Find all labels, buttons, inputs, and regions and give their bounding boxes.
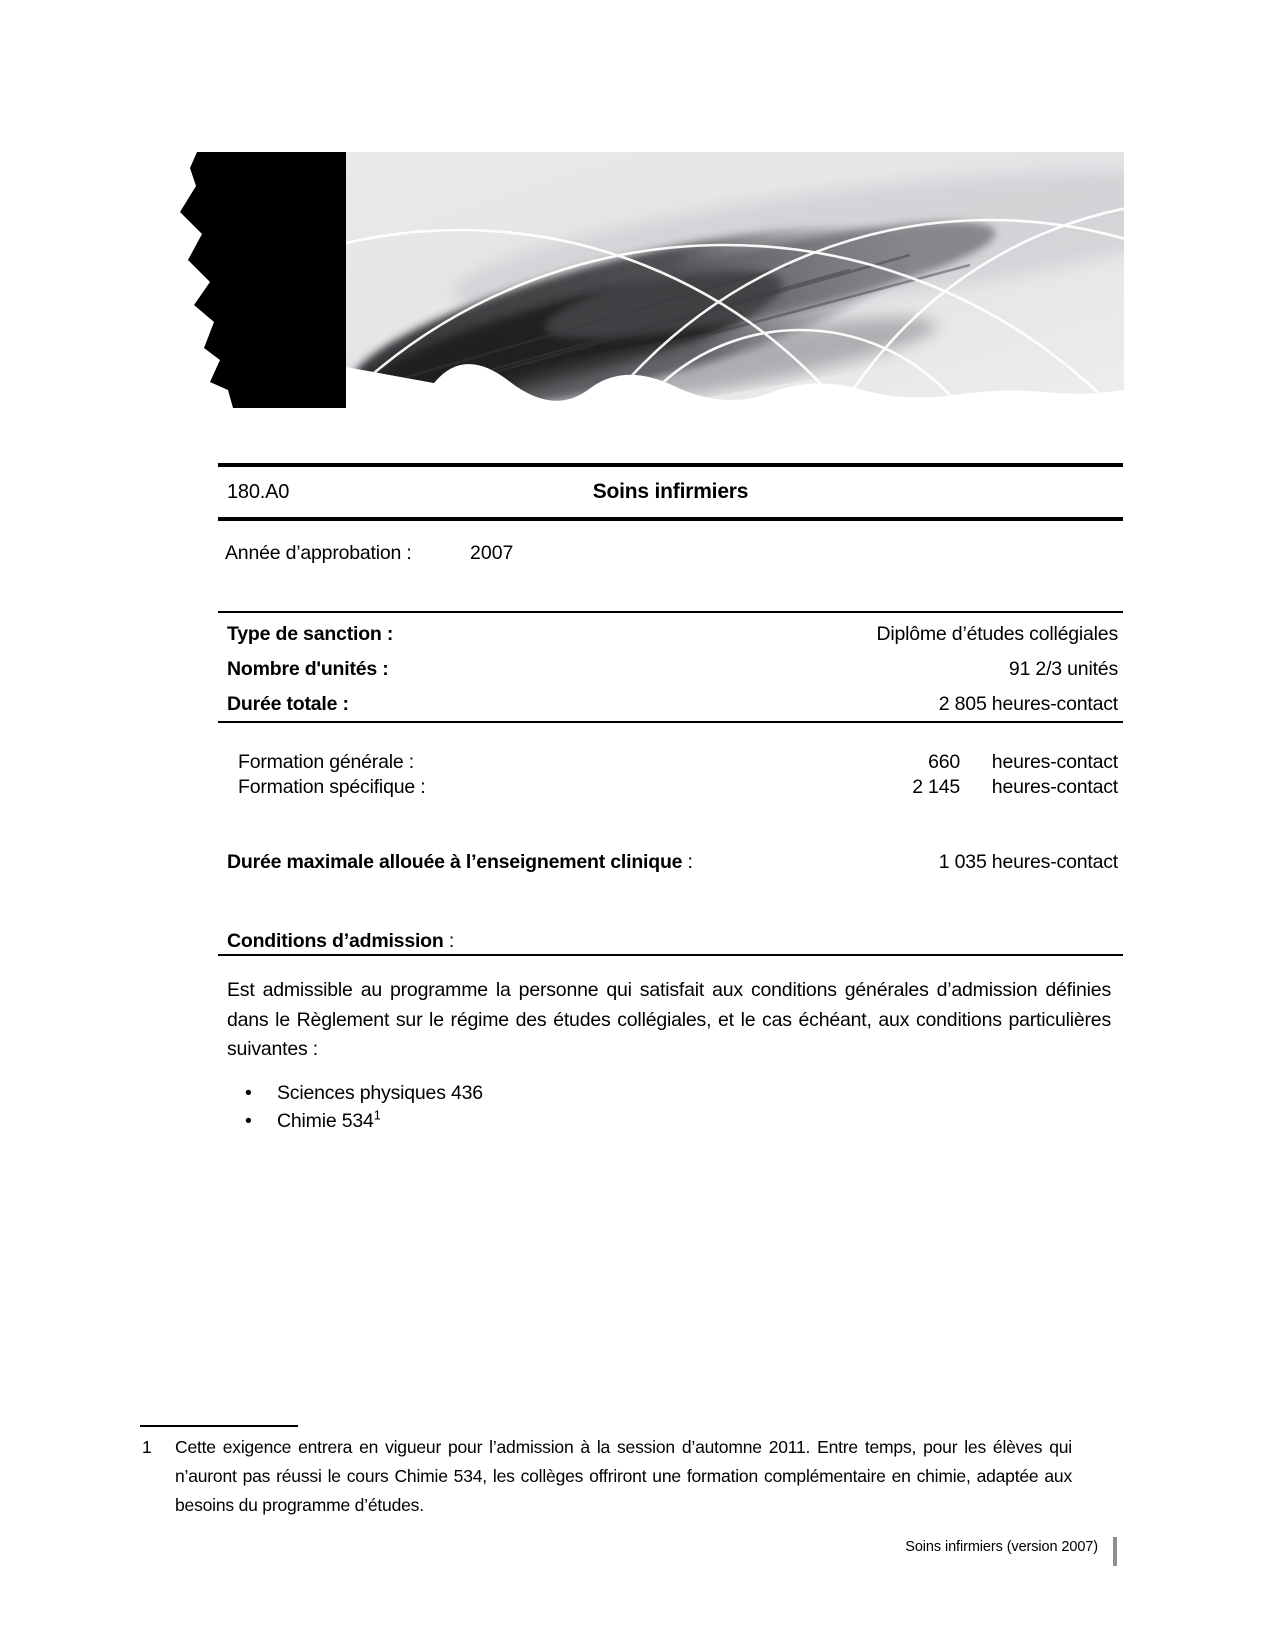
approval-year-value: 2007 <box>470 542 514 564</box>
list-item-text: Chimie 534 <box>277 1110 374 1132</box>
units-label: Nombre d'unités : <box>227 658 389 680</box>
list-item-sciences <box>245 1082 483 1105</box>
admission-heading-separator: : <box>443 930 455 952</box>
list-item-text: Sciences physiques 436 <box>277 1082 483 1104</box>
program-code: 180.A0 <box>227 481 290 503</box>
clinical-duration-separator: : <box>682 851 693 873</box>
footer-bar <box>1113 1537 1117 1566</box>
header-artwork <box>150 150 1125 410</box>
sanction-type-value: Diplôme d’études collégiales <box>876 623 1118 645</box>
total-duration-value: 2 805 heures-contact <box>938 693 1118 715</box>
clinical-duration-value: 1 035 heures-contact <box>938 851 1118 873</box>
formation-generale-value: 660 <box>928 751 960 773</box>
torn-black-shape <box>180 152 346 408</box>
total-duration-label: Durée totale : <box>227 693 349 715</box>
table-row-sanction <box>227 623 1118 646</box>
admission-rule <box>218 954 1123 956</box>
list-item-chimie <box>245 1107 381 1133</box>
formation-generale-label: Formation générale : <box>238 751 414 773</box>
sanction-rule-top <box>218 611 1123 613</box>
clinical-duration-label: Durée maximale allouée à l’enseignement clinique <box>227 851 683 873</box>
formation-generale-unit: heures-contact <box>991 751 1118 773</box>
formation-specifique-value: 2 145 <box>912 776 960 798</box>
title-rule-bottom <box>218 517 1123 521</box>
formation-row-specifique <box>238 776 1123 799</box>
bullet-icon: • <box>245 1110 252 1132</box>
table-row-total-duration <box>227 693 1118 716</box>
footnote-rule <box>140 1425 298 1427</box>
list-item-superscript: 1 <box>373 1107 381 1123</box>
approval-year-label: Année d’approbation : <box>225 542 412 564</box>
bullet-icon: • <box>245 1082 252 1104</box>
footnote <box>142 1433 1072 1520</box>
admission-paragraph: Est admissible au programme la personne qui satisfait aux conditions générales d’admission définies dans le Règlement sur le régime des études collégiales, et le cas échéant, aux conditions particulières suivantes : <box>227 979 1111 1060</box>
formation-row-generale <box>238 751 1123 774</box>
footnote-text: Cette exigence entrera en vigueur pour l’admission à la session d’automne 2011. Entre temps, pour les élèves qui n’auront pas réussi le cours Chimie 534, les collèges offriront une formation complémentaire en chimie, adaptée aux besoins du programme d’études. <box>175 1437 1072 1515</box>
footnote-number: 1 <box>142 1437 152 1457</box>
footer-version-text: Soins infirmiers (version 2007) <box>905 1539 1098 1555</box>
table-row-units <box>227 658 1118 681</box>
sanction-type-label: Type de sanction : <box>227 623 394 645</box>
admission-heading-label: Conditions d’admission <box>227 930 444 952</box>
page-title: Soins infirmiers <box>592 480 749 503</box>
admission-heading <box>227 930 454 953</box>
clinical-duration-row <box>227 851 1118 874</box>
sanction-rule-bottom <box>218 721 1123 723</box>
formation-specifique-label: Formation spécifique : <box>238 776 426 798</box>
title-rule-top <box>218 463 1123 467</box>
units-value: 91 2/3 unités <box>1008 658 1118 680</box>
formation-specifique-unit: heures-contact <box>991 776 1118 798</box>
